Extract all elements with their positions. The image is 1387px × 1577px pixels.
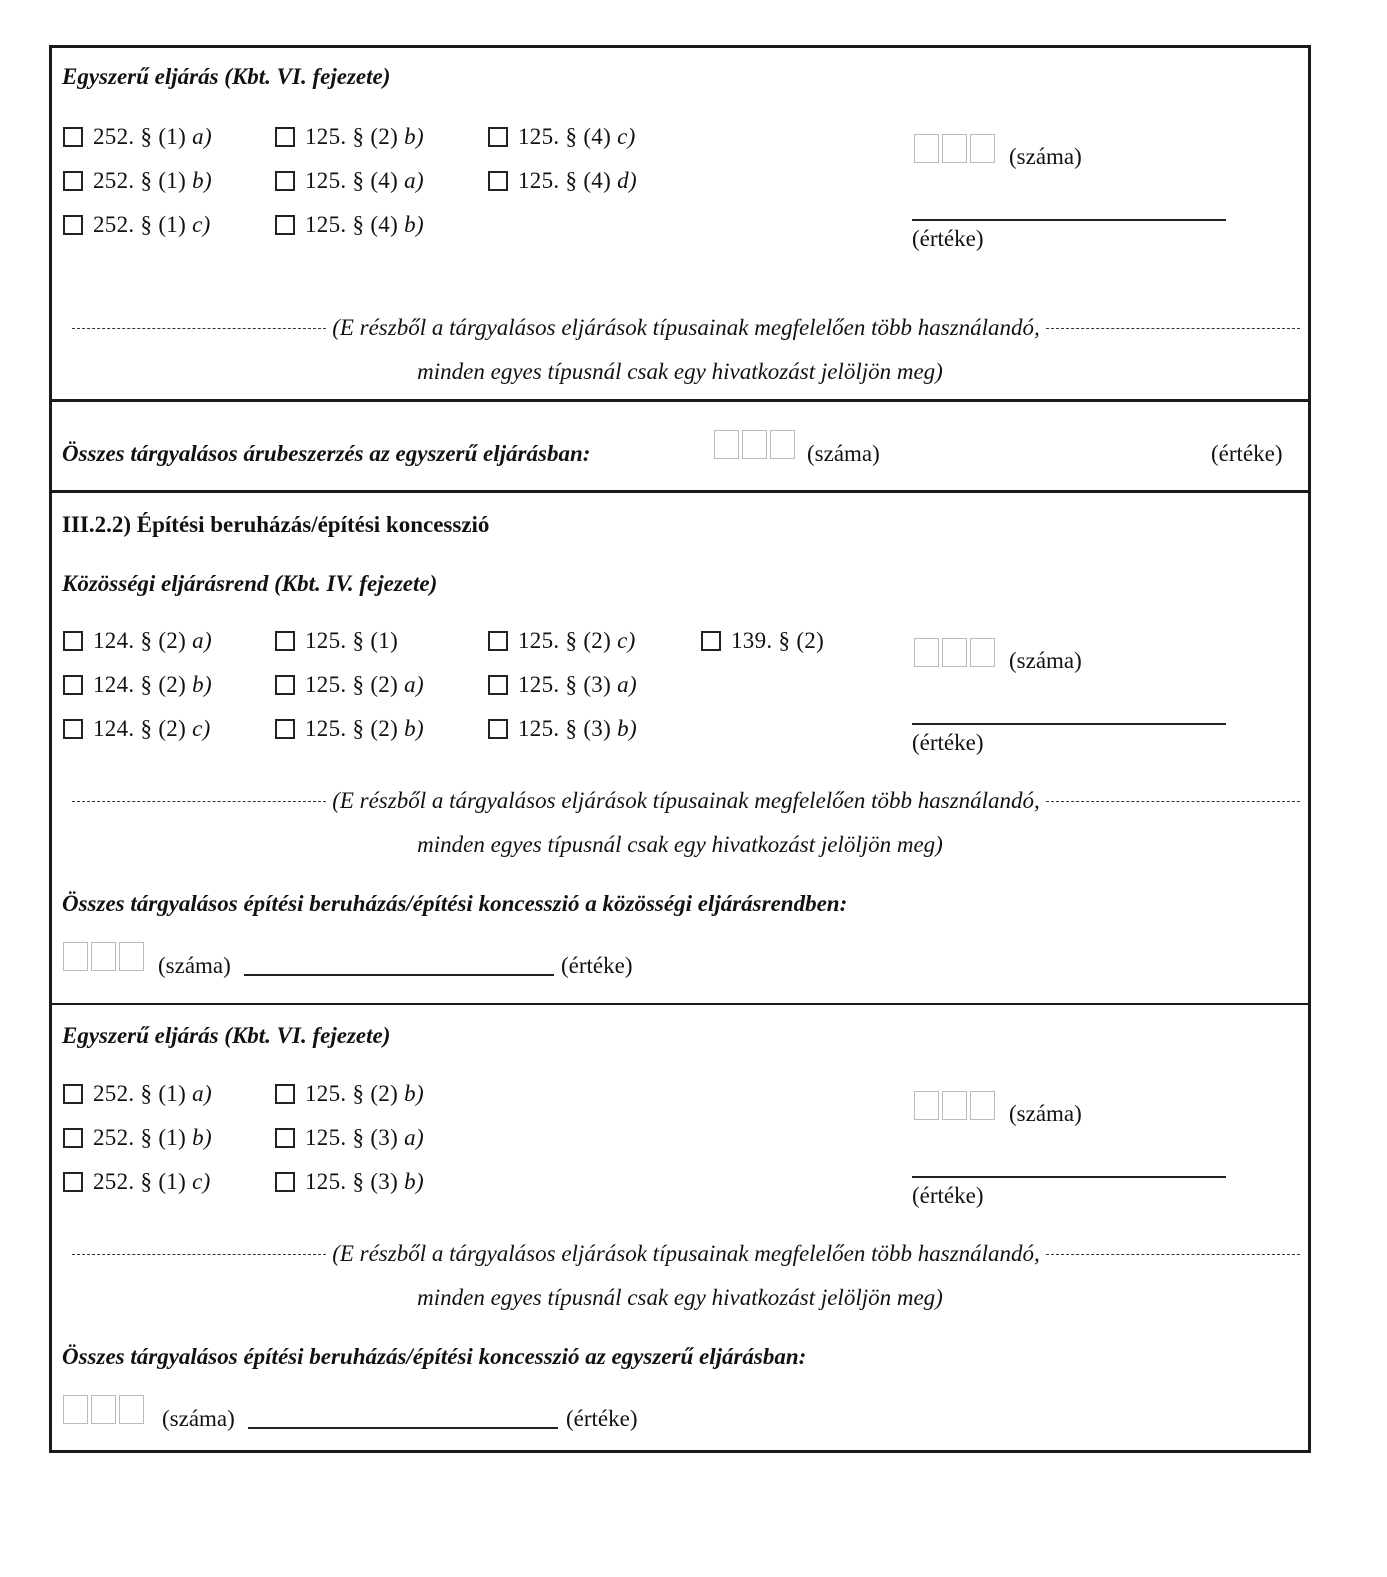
- checkbox-box[interactable]: [275, 171, 295, 191]
- total-value-label: (értéke): [561, 953, 633, 978]
- checkbox-125-4-b[interactable]: 125. § (4) b): [275, 212, 424, 238]
- checkbox-125-2-b[interactable]: 125. § (2) b): [275, 1081, 424, 1107]
- instruction-note: (E részből a tárgyalásos eljárások típusainak megfelelően több használandó,: [66, 315, 1306, 341]
- value-input-line[interactable]: [912, 723, 1226, 725]
- checkbox-124-2-c[interactable]: 124. § (2) c): [63, 716, 211, 742]
- checkbox-125-2-b[interactable]: 125. § (2) b): [275, 124, 424, 150]
- total-count-digit-boxes[interactable]: [714, 430, 798, 459]
- count-digit-boxes[interactable]: [914, 638, 998, 667]
- checkbox-box[interactable]: [488, 719, 508, 739]
- section-heading: Egyszerű eljárás (Kbt. VI. fejezete): [62, 1023, 391, 1048]
- checkbox-box[interactable]: [275, 675, 295, 695]
- checkbox-box[interactable]: [63, 171, 83, 191]
- value-input-line[interactable]: [912, 219, 1226, 221]
- instruction-note-line-2: minden egyes típusnál csak egy hivatkozást jelöljön meg): [417, 359, 943, 384]
- checkbox-box[interactable]: [488, 631, 508, 651]
- checkbox-box[interactable]: [488, 127, 508, 147]
- count-label: (száma): [1009, 648, 1082, 673]
- checkbox-box[interactable]: [63, 1084, 83, 1104]
- total-value-label: (értéke): [566, 1406, 638, 1431]
- form-frame: [49, 45, 1311, 1453]
- checkbox-252-1-a[interactable]: 252. § (1) a): [63, 124, 212, 150]
- count-label: (száma): [1009, 1101, 1082, 1126]
- checkbox-252-1-b[interactable]: 252. § (1) b): [63, 168, 212, 194]
- checkbox-125-2-b[interactable]: 125. § (2) b): [275, 716, 424, 742]
- checkbox-125-3-a[interactable]: 125. § (3) a): [275, 1125, 424, 1151]
- checkbox-box[interactable]: [275, 127, 295, 147]
- checkbox-box[interactable]: [63, 675, 83, 695]
- checkbox-125-4-d[interactable]: 125. § (4) d): [488, 168, 637, 194]
- checkbox-124-2-a[interactable]: 124. § (2) a): [63, 628, 212, 654]
- section-heading: Közösségi eljárásrend (Kbt. IV. fejezete): [62, 571, 438, 596]
- checkbox-box[interactable]: [63, 127, 83, 147]
- checkbox-box[interactable]: [275, 719, 295, 739]
- total-label: Összes tárgyalásos árubeszerzés az egyszerű eljárásban:: [62, 441, 591, 466]
- instruction-note-line-2: minden egyes típusnál csak egy hivatkozást jelöljön meg): [417, 1285, 943, 1310]
- checkbox-box[interactable]: [63, 1172, 83, 1192]
- section-heading: Egyszerű eljárás (Kbt. VI. fejezete): [62, 64, 391, 89]
- value-label: (értéke): [912, 730, 984, 755]
- instruction-note: (E részből a tárgyalásos eljárások típusainak megfelelően több használandó,: [66, 788, 1306, 814]
- checkbox-box[interactable]: [275, 1128, 295, 1148]
- instruction-note-line-2: minden egyes típusnál csak egy hivatkozást jelöljön meg): [417, 832, 943, 857]
- checkbox-125-4-c[interactable]: 125. § (4) c): [488, 124, 636, 150]
- checkbox-252-1-c[interactable]: 252. § (1) c): [63, 1169, 211, 1195]
- checkbox-139-2[interactable]: 139. § (2): [701, 628, 824, 654]
- total-value-input-line[interactable]: [248, 1427, 558, 1429]
- checkbox-125-3-a[interactable]: 125. § (3) a): [488, 672, 637, 698]
- section-divider: [52, 1003, 1308, 1005]
- total-count-digit-boxes[interactable]: [63, 942, 147, 971]
- checkbox-box[interactable]: [275, 1172, 295, 1192]
- total-label: Összes tárgyalásos építési beruházás/építési koncesszió a közösségi eljárásrendben:: [62, 891, 848, 916]
- checkbox-252-1-b[interactable]: 252. § (1) b): [63, 1125, 212, 1151]
- total-value-label: (értéke): [1211, 441, 1283, 466]
- checkbox-124-2-b[interactable]: 124. § (2) b): [63, 672, 212, 698]
- checkbox-box[interactable]: [488, 171, 508, 191]
- total-label: Összes tárgyalásos építési beruházás/építési koncesszió az egyszerű eljárásban:: [62, 1344, 807, 1369]
- section-divider: [52, 490, 1308, 493]
- checkbox-125-4-a[interactable]: 125. § (4) a): [275, 168, 424, 194]
- checkbox-box[interactable]: [63, 1128, 83, 1148]
- value-label: (értéke): [912, 1183, 984, 1208]
- checkbox-box[interactable]: [701, 631, 721, 651]
- total-count-label: (száma): [158, 953, 231, 978]
- section-title: III.2.2) Építési beruházás/építési koncesszió: [62, 512, 490, 537]
- checkbox-box[interactable]: [275, 631, 295, 651]
- checkbox-125-3-b[interactable]: 125. § (3) b): [488, 716, 637, 742]
- count-digit-boxes[interactable]: [914, 1091, 998, 1120]
- checkbox-box[interactable]: [63, 215, 83, 235]
- checkbox-125-2-c[interactable]: 125. § (2) c): [488, 628, 636, 654]
- checkbox-box[interactable]: [275, 215, 295, 235]
- section-divider: [52, 399, 1308, 402]
- checkbox-125-1[interactable]: 125. § (1): [275, 628, 398, 654]
- checkbox-box[interactable]: [63, 719, 83, 739]
- checkbox-252-1-c[interactable]: 252. § (1) c): [63, 212, 211, 238]
- checkbox-box[interactable]: [63, 631, 83, 651]
- value-input-line[interactable]: [912, 1176, 1226, 1178]
- count-label: (száma): [1009, 144, 1082, 169]
- total-count-label: (száma): [807, 441, 880, 466]
- total-count-label: (száma): [162, 1406, 235, 1431]
- instruction-note: (E részből a tárgyalásos eljárások típusainak megfelelően több használandó,: [66, 1241, 1306, 1267]
- checkbox-252-1-a[interactable]: 252. § (1) a): [63, 1081, 212, 1107]
- count-digit-boxes[interactable]: [914, 134, 998, 163]
- checkbox-125-3-b[interactable]: 125. § (3) b): [275, 1169, 424, 1195]
- checkbox-box[interactable]: [488, 675, 508, 695]
- value-label: (értéke): [912, 226, 984, 251]
- checkbox-box[interactable]: [275, 1084, 295, 1104]
- total-value-input-line[interactable]: [244, 974, 554, 976]
- total-count-digit-boxes[interactable]: [63, 1395, 147, 1424]
- checkbox-125-2-a[interactable]: 125. § (2) a): [275, 672, 424, 698]
